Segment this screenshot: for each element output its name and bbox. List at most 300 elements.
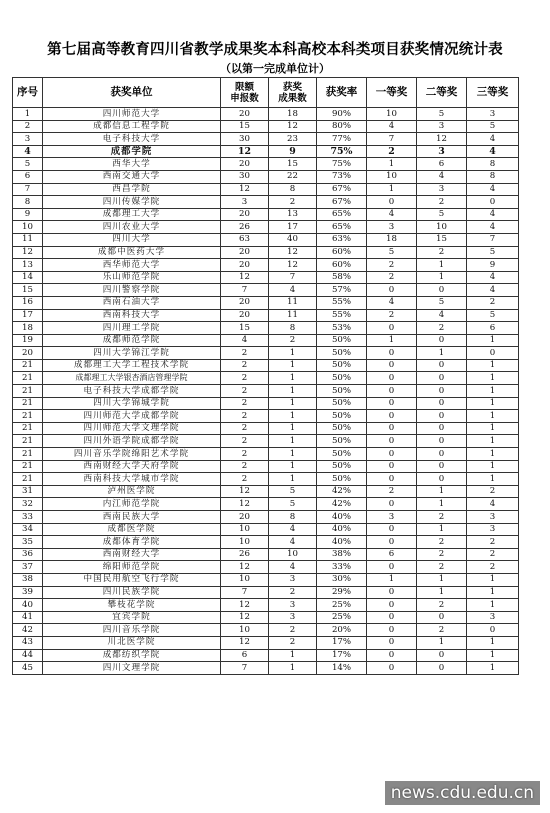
cell-index: 5 xyxy=(13,158,43,171)
cell-declared: 10 xyxy=(221,624,269,637)
table-row xyxy=(13,158,519,171)
cell-unit: 四川师范大学成都学院 xyxy=(43,410,221,423)
cell-declared: 20 xyxy=(221,108,269,121)
cell-declared: 10 xyxy=(221,536,269,549)
cell-declared: 4 xyxy=(221,334,269,347)
header-unit: 获奖单位 xyxy=(43,78,221,108)
header-awarded-line2: 成果数 xyxy=(278,92,307,104)
cell-awarded: 23 xyxy=(269,133,317,146)
cell-second-prize: 0 xyxy=(417,460,467,473)
cell-second-prize: 5 xyxy=(417,108,467,121)
cell-unit: 四川师范大学文理学院 xyxy=(43,422,221,435)
cell-unit: 成都师范学院 xyxy=(43,334,221,347)
cell-declared: 12 xyxy=(221,636,269,649)
cell-rate: 60% xyxy=(317,259,367,272)
table-row xyxy=(13,624,519,637)
cell-rate: 17% xyxy=(317,636,367,649)
cell-third-prize: 2 xyxy=(467,485,519,498)
cell-first-prize: 0 xyxy=(367,372,417,385)
cell-index: 19 xyxy=(13,334,43,347)
cell-index: 34 xyxy=(13,523,43,536)
cell-first-prize: 2 xyxy=(367,259,417,272)
cell-rate: 50% xyxy=(317,448,367,461)
cell-third-prize: 8 xyxy=(467,158,519,171)
cell-declared: 2 xyxy=(221,359,269,372)
cell-awarded: 13 xyxy=(269,208,317,221)
cell-awarded: 9 xyxy=(269,145,317,158)
cell-unit: 成都中医药大学 xyxy=(43,246,221,259)
cell-third-prize: 1 xyxy=(467,385,519,398)
cell-awarded: 2 xyxy=(269,196,317,209)
cell-declared: 12 xyxy=(221,145,269,158)
cell-second-prize: 4 xyxy=(417,309,467,322)
cell-second-prize: 1 xyxy=(417,498,467,511)
cell-index: 38 xyxy=(13,573,43,586)
cell-second-prize: 3 xyxy=(417,145,467,158)
cell-first-prize: 0 xyxy=(367,586,417,599)
table-row xyxy=(13,498,519,511)
cell-declared: 2 xyxy=(221,435,269,448)
cell-index: 40 xyxy=(13,599,43,612)
header-awarded xyxy=(269,78,317,108)
cell-third-prize: 5 xyxy=(467,246,519,259)
cell-index: 36 xyxy=(13,548,43,561)
cell-second-prize: 2 xyxy=(417,536,467,549)
cell-index: 21 xyxy=(13,410,43,423)
table-row xyxy=(13,170,519,183)
cell-third-prize: 5 xyxy=(467,120,519,133)
cell-second-prize: 3 xyxy=(417,183,467,196)
cell-index: 15 xyxy=(13,284,43,297)
cell-declared: 12 xyxy=(221,561,269,574)
cell-awarded: 40 xyxy=(269,233,317,246)
table-row xyxy=(13,636,519,649)
table-row xyxy=(13,296,519,309)
cell-second-prize: 2 xyxy=(417,599,467,612)
cell-awarded: 1 xyxy=(269,649,317,662)
cell-awarded: 8 xyxy=(269,322,317,335)
cell-index: 32 xyxy=(13,498,43,511)
cell-declared: 30 xyxy=(221,170,269,183)
cell-declared: 2 xyxy=(221,473,269,486)
cell-first-prize: 10 xyxy=(367,108,417,121)
cell-first-prize: 2 xyxy=(367,271,417,284)
cell-third-prize: 1 xyxy=(467,334,519,347)
cell-index: 6 xyxy=(13,170,43,183)
cell-awarded: 2 xyxy=(269,586,317,599)
cell-unit: 绵阳师范学院 xyxy=(43,561,221,574)
cell-rate: 60% xyxy=(317,246,367,259)
table-row xyxy=(13,460,519,473)
cell-second-prize: 0 xyxy=(417,649,467,662)
table-row xyxy=(13,561,519,574)
cell-declared: 20 xyxy=(221,309,269,322)
cell-unit: 电子科技大学成都学院 xyxy=(43,385,221,398)
cell-first-prize: 0 xyxy=(367,473,417,486)
cell-rate: 50% xyxy=(317,385,367,398)
cell-index: 35 xyxy=(13,536,43,549)
cell-first-prize: 0 xyxy=(367,662,417,675)
cell-declared: 63 xyxy=(221,233,269,246)
cell-awarded: 8 xyxy=(269,511,317,524)
cell-declared: 30 xyxy=(221,133,269,146)
cell-second-prize: 0 xyxy=(417,334,467,347)
cell-declared: 2 xyxy=(221,422,269,435)
cell-unit: 中国民用航空飞行学院 xyxy=(43,573,221,586)
cell-rate: 77% xyxy=(317,133,367,146)
cell-second-prize: 1 xyxy=(417,586,467,599)
table-body xyxy=(13,108,519,675)
cell-second-prize: 5 xyxy=(417,296,467,309)
cell-third-prize: 5 xyxy=(467,309,519,322)
cell-declared: 12 xyxy=(221,485,269,498)
cell-first-prize: 18 xyxy=(367,233,417,246)
cell-awarded: 10 xyxy=(269,548,317,561)
cell-declared: 12 xyxy=(221,271,269,284)
cell-declared: 20 xyxy=(221,246,269,259)
cell-second-prize: 0 xyxy=(417,435,467,448)
cell-second-prize: 2 xyxy=(417,561,467,574)
cell-rate: 50% xyxy=(317,460,367,473)
header-second-prize: 二等奖 xyxy=(417,78,467,108)
cell-declared: 12 xyxy=(221,183,269,196)
cell-unit: 内江师范学院 xyxy=(43,498,221,511)
cell-unit: 西南交通大学 xyxy=(43,170,221,183)
cell-index: 14 xyxy=(13,271,43,284)
cell-third-prize: 1 xyxy=(467,573,519,586)
cell-index: 11 xyxy=(13,233,43,246)
table-row xyxy=(13,145,519,158)
cell-rate: 50% xyxy=(317,372,367,385)
table-row xyxy=(13,133,519,146)
cell-declared: 2 xyxy=(221,372,269,385)
cell-first-prize: 2 xyxy=(367,145,417,158)
cell-index: 12 xyxy=(13,246,43,259)
table-row xyxy=(13,536,519,549)
cell-first-prize: 0 xyxy=(367,498,417,511)
cell-first-prize: 7 xyxy=(367,133,417,146)
cell-index: 21 xyxy=(13,397,43,410)
header-rate: 获奖率 xyxy=(317,78,367,108)
cell-awarded: 22 xyxy=(269,170,317,183)
cell-third-prize: 4 xyxy=(467,284,519,297)
cell-index: 3 xyxy=(13,133,43,146)
cell-third-prize: 1 xyxy=(467,372,519,385)
cell-index: 43 xyxy=(13,636,43,649)
cell-second-prize: 0 xyxy=(417,385,467,398)
cell-first-prize: 0 xyxy=(367,599,417,612)
cell-unit: 西南财经大学天府学院 xyxy=(43,460,221,473)
cell-awarded: 2 xyxy=(269,636,317,649)
cell-awarded: 1 xyxy=(269,460,317,473)
cell-unit: 成都理工大学 xyxy=(43,208,221,221)
cell-third-prize: 1 xyxy=(467,435,519,448)
cell-second-prize: 0 xyxy=(417,284,467,297)
cell-awarded: 1 xyxy=(269,662,317,675)
cell-awarded: 11 xyxy=(269,309,317,322)
cell-unit: 成都信息工程学院 xyxy=(43,120,221,133)
cell-awarded: 8 xyxy=(269,183,317,196)
cell-second-prize: 0 xyxy=(417,410,467,423)
cell-rate: 50% xyxy=(317,410,367,423)
cell-second-prize: 1 xyxy=(417,636,467,649)
cell-third-prize: 1 xyxy=(467,422,519,435)
cell-index: 21 xyxy=(13,435,43,448)
cell-second-prize: 0 xyxy=(417,359,467,372)
cell-third-prize: 4 xyxy=(467,183,519,196)
header-first-prize: 一等奖 xyxy=(367,78,417,108)
cell-index: 7 xyxy=(13,183,43,196)
cell-rate: 50% xyxy=(317,473,367,486)
cell-rate: 67% xyxy=(317,196,367,209)
cell-rate: 38% xyxy=(317,548,367,561)
cell-declared: 26 xyxy=(221,221,269,234)
cell-unit: 电子科技大学 xyxy=(43,133,221,146)
cell-third-prize: 0 xyxy=(467,196,519,209)
table-row xyxy=(13,599,519,612)
cell-unit: 四川大学 xyxy=(43,233,221,246)
cell-rate: 25% xyxy=(317,611,367,624)
cell-first-prize: 4 xyxy=(367,208,417,221)
cell-rate: 75% xyxy=(317,158,367,171)
cell-first-prize: 5 xyxy=(367,246,417,259)
cell-declared: 20 xyxy=(221,296,269,309)
cell-rate: 50% xyxy=(317,347,367,360)
table-row xyxy=(13,334,519,347)
cell-first-prize: 3 xyxy=(367,511,417,524)
cell-awarded: 1 xyxy=(269,359,317,372)
cell-declared: 26 xyxy=(221,548,269,561)
cell-awarded: 1 xyxy=(269,435,317,448)
cell-index: 10 xyxy=(13,221,43,234)
cell-first-prize: 2 xyxy=(367,485,417,498)
cell-awarded: 1 xyxy=(269,422,317,435)
cell-third-prize: 6 xyxy=(467,322,519,335)
cell-unit: 西华师范大学 xyxy=(43,259,221,272)
cell-awarded: 5 xyxy=(269,498,317,511)
cell-declared: 2 xyxy=(221,460,269,473)
cell-unit: 宜宾学院 xyxy=(43,611,221,624)
cell-second-prize: 10 xyxy=(417,221,467,234)
header-declared-line1: 限额 xyxy=(234,81,254,93)
cell-first-prize: 0 xyxy=(367,624,417,637)
cell-awarded: 17 xyxy=(269,221,317,234)
cell-first-prize: 0 xyxy=(367,448,417,461)
cell-second-prize: 1 xyxy=(417,573,467,586)
cell-unit: 泸州医学院 xyxy=(43,485,221,498)
cell-unit: 成都纺织学院 xyxy=(43,649,221,662)
cell-rate: 65% xyxy=(317,208,367,221)
cell-index: 18 xyxy=(13,322,43,335)
header-declared xyxy=(221,78,269,108)
cell-index: 21 xyxy=(13,372,43,385)
cell-index: 21 xyxy=(13,422,43,435)
cell-awarded: 2 xyxy=(269,334,317,347)
cell-declared: 2 xyxy=(221,347,269,360)
cell-rate: 50% xyxy=(317,435,367,448)
cell-unit: 四川警察学院 xyxy=(43,284,221,297)
table-row xyxy=(13,246,519,259)
table-row xyxy=(13,372,519,385)
cell-third-prize: 4 xyxy=(467,145,519,158)
cell-unit: 四川音乐学院绵阳艺术学院 xyxy=(43,448,221,461)
cell-third-prize: 2 xyxy=(467,296,519,309)
cell-index: 41 xyxy=(13,611,43,624)
cell-awarded: 7 xyxy=(269,271,317,284)
cell-rate: 65% xyxy=(317,221,367,234)
cell-awarded: 1 xyxy=(269,372,317,385)
table-row xyxy=(13,448,519,461)
cell-unit: 四川理工学院 xyxy=(43,322,221,335)
cell-third-prize: 1 xyxy=(467,649,519,662)
cell-unit: 四川外语学院成都学院 xyxy=(43,435,221,448)
cell-first-prize: 0 xyxy=(367,536,417,549)
cell-third-prize: 2 xyxy=(467,548,519,561)
cell-index: 45 xyxy=(13,662,43,675)
cell-awarded: 12 xyxy=(269,246,317,259)
cell-declared: 20 xyxy=(221,208,269,221)
cell-declared: 20 xyxy=(221,259,269,272)
table-row xyxy=(13,435,519,448)
cell-awarded: 1 xyxy=(269,473,317,486)
cell-second-prize: 15 xyxy=(417,233,467,246)
header-awarded-line1: 获奖 xyxy=(282,81,302,93)
cell-unit: 攀枝花学院 xyxy=(43,599,221,612)
cell-awarded: 1 xyxy=(269,347,317,360)
cell-awarded: 11 xyxy=(269,296,317,309)
cell-rate: 67% xyxy=(317,183,367,196)
cell-unit: 成都学院 xyxy=(43,145,221,158)
cell-first-prize: 0 xyxy=(367,649,417,662)
cell-unit: 乐山师范学院 xyxy=(43,271,221,284)
cell-declared: 12 xyxy=(221,611,269,624)
cell-third-prize: 7 xyxy=(467,233,519,246)
cell-second-prize: 0 xyxy=(417,611,467,624)
cell-third-prize: 1 xyxy=(467,473,519,486)
cell-first-prize: 0 xyxy=(367,347,417,360)
document-title: 第七届高等教育四川省教学成果奖本科高校本科类项目获奖情况统计表 xyxy=(47,41,503,58)
cell-first-prize: 1 xyxy=(367,183,417,196)
cell-unit: 成都理工大学银杏酒店管理学院 xyxy=(43,372,221,385)
cell-third-prize: 4 xyxy=(467,208,519,221)
cell-index: 21 xyxy=(13,473,43,486)
cell-first-prize: 0 xyxy=(367,359,417,372)
cell-first-prize: 1 xyxy=(367,158,417,171)
table-row xyxy=(13,309,519,322)
cell-third-prize: 1 xyxy=(467,599,519,612)
document-subtitle: （以第一完成单位计） xyxy=(220,62,330,75)
cell-declared: 12 xyxy=(221,599,269,612)
table-row xyxy=(13,233,519,246)
cell-awarded: 1 xyxy=(269,410,317,423)
cell-second-prize: 3 xyxy=(417,120,467,133)
cell-rate: 57% xyxy=(317,284,367,297)
cell-unit: 西南科技大学 xyxy=(43,309,221,322)
cell-third-prize: 1 xyxy=(467,359,519,372)
cell-rate: 20% xyxy=(317,624,367,637)
cell-second-prize: 1 xyxy=(417,347,467,360)
cell-unit: 四川音乐学院 xyxy=(43,624,221,637)
cell-awarded: 4 xyxy=(269,284,317,297)
cell-second-prize: 2 xyxy=(417,624,467,637)
cell-awarded: 5 xyxy=(269,485,317,498)
cell-first-prize: 10 xyxy=(367,170,417,183)
cell-awarded: 2 xyxy=(269,624,317,637)
cell-third-prize: 1 xyxy=(467,460,519,473)
cell-first-prize: 0 xyxy=(367,611,417,624)
cell-declared: 7 xyxy=(221,662,269,675)
cell-first-prize: 0 xyxy=(367,523,417,536)
table-row xyxy=(13,422,519,435)
cell-second-prize: 1 xyxy=(417,523,467,536)
cell-index: 39 xyxy=(13,586,43,599)
cell-index: 33 xyxy=(13,511,43,524)
cell-third-prize: 0 xyxy=(467,347,519,360)
cell-index: 9 xyxy=(13,208,43,221)
table-row xyxy=(13,322,519,335)
cell-third-prize: 2 xyxy=(467,536,519,549)
cell-second-prize: 2 xyxy=(417,246,467,259)
cell-unit: 西昌学院 xyxy=(43,183,221,196)
table-row xyxy=(13,183,519,196)
cell-unit: 四川民族学院 xyxy=(43,586,221,599)
cell-unit: 四川大学锦江学院 xyxy=(43,347,221,360)
cell-declared: 3 xyxy=(221,196,269,209)
cell-second-prize: 0 xyxy=(417,422,467,435)
cell-rate: 53% xyxy=(317,322,367,335)
cell-third-prize: 1 xyxy=(467,448,519,461)
cell-declared: 12 xyxy=(221,498,269,511)
cell-first-prize: 0 xyxy=(367,460,417,473)
cell-awarded: 15 xyxy=(269,158,317,171)
cell-awarded: 12 xyxy=(269,120,317,133)
cell-rate: 14% xyxy=(317,662,367,675)
cell-rate: 50% xyxy=(317,397,367,410)
table-row xyxy=(13,259,519,272)
cell-unit: 四川大学锦城学院 xyxy=(43,397,221,410)
cell-first-prize: 1 xyxy=(367,334,417,347)
cell-first-prize: 0 xyxy=(367,196,417,209)
table-row xyxy=(13,573,519,586)
table-row xyxy=(13,523,519,536)
cell-rate: 40% xyxy=(317,511,367,524)
cell-third-prize: 0 xyxy=(467,624,519,637)
cell-first-prize: 4 xyxy=(367,120,417,133)
cell-third-prize: 9 xyxy=(467,259,519,272)
cell-second-prize: 1 xyxy=(417,485,467,498)
cell-rate: 58% xyxy=(317,271,367,284)
cell-second-prize: 0 xyxy=(417,372,467,385)
cell-unit: 西南财经大学 xyxy=(43,548,221,561)
cell-first-prize: 2 xyxy=(367,309,417,322)
cell-unit: 西南石油大学 xyxy=(43,296,221,309)
table-row xyxy=(13,511,519,524)
cell-third-prize: 1 xyxy=(467,636,519,649)
cell-rate: 33% xyxy=(317,561,367,574)
table-row xyxy=(13,548,519,561)
cell-third-prize: 4 xyxy=(467,221,519,234)
cell-declared: 2 xyxy=(221,410,269,423)
cell-rate: 40% xyxy=(317,523,367,536)
cell-first-prize: 0 xyxy=(367,636,417,649)
table-row xyxy=(13,196,519,209)
table-row xyxy=(13,586,519,599)
cell-first-prize: 1 xyxy=(367,573,417,586)
cell-declared: 7 xyxy=(221,284,269,297)
table-row xyxy=(13,284,519,297)
cell-awarded: 4 xyxy=(269,523,317,536)
cell-awarded: 1 xyxy=(269,397,317,410)
